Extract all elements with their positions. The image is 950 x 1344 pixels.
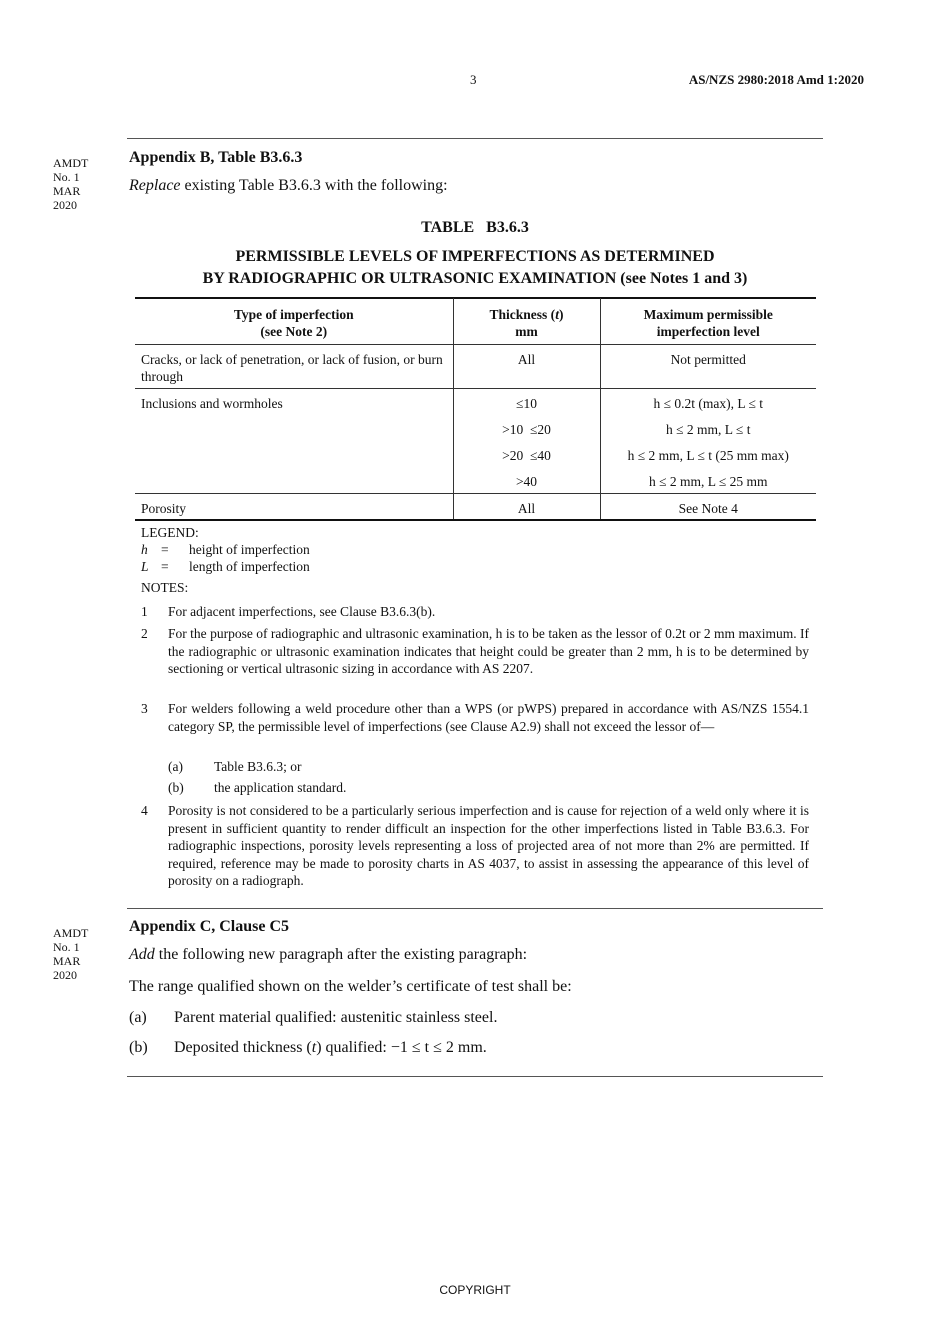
section-title-appendix-b: Appendix B, Table B3.6.3	[129, 149, 303, 166]
legend-symbol: L	[141, 559, 149, 574]
amdt-label: AMDT	[53, 156, 89, 170]
header-thickness	[453, 298, 600, 345]
thickness-value: >20 ≤40	[502, 448, 551, 463]
header-type-line1: Type of imperfection	[233, 307, 354, 322]
level-value: h ≤ 2 mm, L ≤ t	[666, 422, 751, 437]
legend-symbol: h	[141, 542, 148, 557]
item-a-label: (a)	[129, 1009, 147, 1026]
instruction-verb: Add	[129, 946, 155, 963]
note-3a-label: (a)	[168, 759, 183, 774]
note-number: 2	[141, 626, 148, 641]
amdt-year: 2020	[53, 198, 77, 212]
note-number: 3	[141, 701, 148, 716]
instruction-rest: existing Table B3.6.3 with the following:	[180, 177, 448, 194]
thickness-value: ≤10	[516, 396, 537, 411]
legend	[141, 524, 310, 575]
table-bottom-rule	[135, 519, 816, 521]
table-row	[135, 494, 816, 521]
legend-eq: =	[161, 559, 169, 574]
imperfections-table	[135, 298, 816, 520]
legend-item	[141, 541, 310, 558]
note-number: 1	[141, 604, 148, 619]
note-text: For adjacent imperfections, see Clause B3.6.3(b).	[168, 604, 436, 619]
header-type-line2: (see Note 2)	[260, 324, 328, 339]
amdt-label: AMDT	[53, 926, 89, 940]
note-3b-text: the application standard.	[214, 780, 347, 795]
note-3b-label: (b)	[168, 780, 184, 795]
table-row	[135, 345, 816, 389]
instruction-verb: Replace	[129, 177, 181, 194]
amendment-marker-2	[53, 926, 88, 982]
section-rule-middle	[127, 908, 823, 909]
item-b-pre: Deposited thickness (	[174, 1039, 312, 1056]
item-b-post: ) qualified: −1 ≤ t ≤ 2 mm.	[316, 1039, 487, 1056]
cell-level	[600, 389, 816, 494]
cell-thickness: All	[453, 345, 600, 389]
table-label: TABLE B3.6.3	[421, 219, 529, 236]
header-max-line1: Maximum permissible	[643, 307, 773, 322]
item-b-label: (b)	[129, 1039, 148, 1056]
note-3a-text: Table B3.6.3; or	[214, 759, 302, 774]
instruction-rest: the following new paragraph after the existing paragraph:	[154, 946, 528, 963]
table-row	[135, 389, 816, 494]
section-instruction-c	[129, 946, 527, 964]
section-rule-top	[127, 138, 823, 139]
page-number: 3	[470, 72, 477, 87]
section-instruction-b	[129, 177, 448, 195]
range-paragraph: The range qualified shown on the welder’s certificate of test shall be:	[129, 978, 572, 995]
notes-heading: NOTES:	[141, 580, 189, 595]
header-thickness-line1: Thickness (t)	[489, 307, 564, 322]
cell-level: See Note 4	[678, 501, 738, 516]
section-title-appendix-c: Appendix C, Clause C5	[129, 918, 290, 935]
note-number: 4	[141, 803, 148, 818]
level-value: h ≤ 2 mm, L ≤ t (25 mm max)	[627, 448, 789, 463]
footer-copyright: COPYRIGHT	[439, 1283, 511, 1297]
cell-thickness	[453, 389, 600, 494]
legend-text: height of imperfection	[189, 542, 310, 557]
amdt-number: No. 1	[53, 170, 80, 184]
amdt-year: 2020	[53, 968, 77, 982]
cell-type: Porosity	[135, 494, 453, 521]
section-rule-bottom	[127, 1076, 823, 1077]
header-type	[135, 298, 453, 345]
legend-heading: LEGEND:	[141, 525, 199, 540]
note-text: For the purpose of radiographic and ultrasonic examination, h is to be taken as the lessor of 0.2t or 2 mm maximum. If the radiographic or ultrasonic examination indicates that height could be greater than 2 mm, h is to be determined by sectioning or vertical ultrasonic sizing in accordance with AS 2207.	[168, 626, 809, 676]
item-b-var: t	[311, 1039, 317, 1056]
standard-identifier: AS/NZS 2980:2018 Amd 1:2020	[688, 72, 864, 87]
legend-text: length of imperfection	[189, 559, 310, 574]
level-value: h ≤ 0.2t (max), L ≤ t	[653, 396, 764, 411]
note-text: For welders following a weld procedure other than a WPS (or pWPS) prepared in accordance with AS/NZS 1554.1 category SP, the permissible level of imperfections (see Clause A2.9) shall not exceed the lessor of—	[168, 701, 809, 734]
cell-level: Not permitted	[600, 345, 816, 389]
cell-type: Cracks, or lack of penetration, or lack of fusion, or burn through	[135, 345, 453, 389]
item-b-text	[174, 1039, 487, 1057]
header-thickness-line2: mm	[515, 324, 538, 339]
amendment-marker-1	[53, 156, 88, 212]
amdt-number: No. 1	[53, 940, 80, 954]
cell-thickness: All	[453, 494, 600, 521]
legend-item	[141, 558, 310, 575]
legend-eq: =	[161, 542, 169, 557]
table-title-line1: PERMISSIBLE LEVELS OF IMPERFECTIONS AS DETERMINED	[235, 248, 715, 265]
level-value: h ≤ 2 mm, L ≤ 25 mm	[648, 474, 768, 489]
cell-type: Inclusions and wormholes	[135, 389, 453, 494]
table-header-row	[135, 298, 816, 345]
amdt-month: MAR	[53, 954, 81, 968]
thickness-value: >40	[515, 474, 538, 489]
table-title-line2: BY RADIOGRAPHIC OR ULTRASONIC EXAMINATION (see Notes 1 and 3)	[202, 270, 748, 287]
note-text: Porosity is not considered to be a particularly serious imperfection and is cause for rejection of a weld only where it is present in sufficient quantity to render difficult an inspection for the other imperfections listed in Table B3.6.3. For radiographic inspections, porosity levels representing a loss of projected area of not more than 2% are permitted. If required, reference may be made to porosity charts in AS 4037, to assist in assessing the appearance of this level of porosity on a radiograph.	[168, 803, 809, 888]
header-max-level	[600, 298, 816, 345]
item-a-text: Parent material qualified: austenitic stainless steel.	[174, 1009, 498, 1026]
header-max-line2: imperfection level	[656, 324, 760, 339]
amdt-month: MAR	[53, 184, 81, 198]
thickness-value: >10 ≤20	[502, 422, 551, 437]
